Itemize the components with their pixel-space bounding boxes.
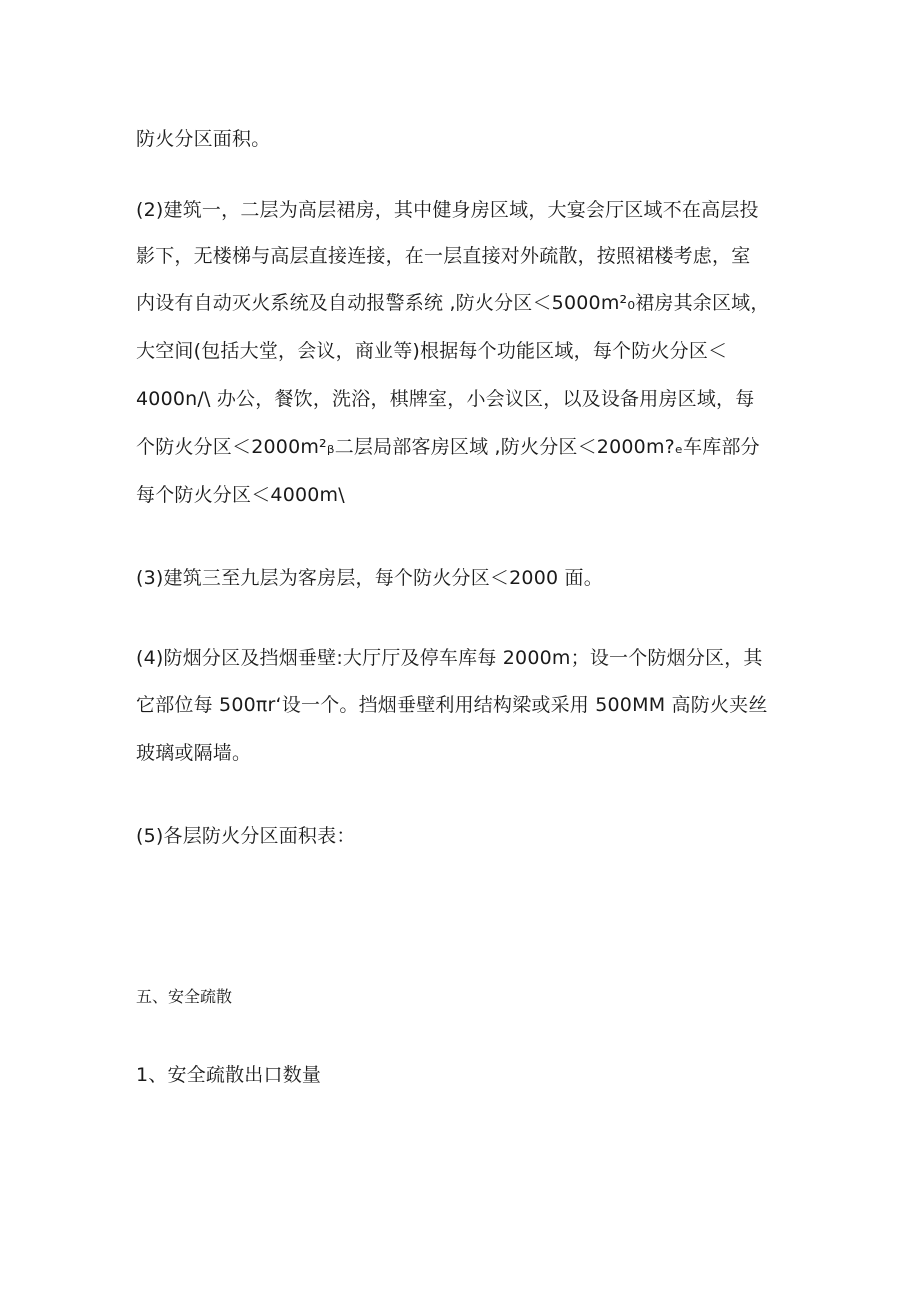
item2-line-3: 内设有自动灭火系统及自动报警系统 ,防火分区＜5000m²₀裙房其余区域， xyxy=(136,292,770,314)
item4-line-2: 它部位每 500πr‘设一个。挡烟垂壁利用结构梁或采用 500MM 高防火夹丝 xyxy=(136,694,768,716)
item2-line-5: 4000n/\ 办公，餐饮，洗浴，棋牌室，小会议区，以及设备用房区域，每 xyxy=(136,388,755,410)
item2-line-1: (2)建筑一，二层为高层裙房，其中健身房区域，大宴会厅区域不在高层投 xyxy=(136,199,759,221)
section5-title: 五、安全疏散 xyxy=(136,987,233,1006)
item5-line: (5)各层防火分区面积表： xyxy=(136,825,356,847)
item4-line-1: (4)防烟分区及挡烟垂壁:大厅厅及停车库每 2000m；设一个防烟分区，其 xyxy=(136,647,763,669)
item4-line-3: 玻璃或隔墙。 xyxy=(136,742,252,764)
item2-line-2: 影下，无楼梯与高层直接连接，在一层直接对外疏散，按照裙楼考虑，室 xyxy=(136,245,751,267)
item2-line-4: 大空间(包括大堂，会议，商业等)根据每个功能区域，每个防火分区＜ xyxy=(136,340,728,362)
subsection1-title: 1、安全疏散出口数量 xyxy=(136,1064,322,1086)
item2-line-7: 每个防火分区＜4000m\ xyxy=(136,484,345,506)
intro-line: 防火分区面积。 xyxy=(136,128,271,150)
item2-line-6: 个防火分区＜2000m²ᵦ二层局部客房区域 ,防火分区＜2000m?ₑ车库部分 xyxy=(136,436,760,458)
item3-line: (3)建筑三至九层为客房层，每个防火分区＜2000 面。 xyxy=(136,567,603,589)
